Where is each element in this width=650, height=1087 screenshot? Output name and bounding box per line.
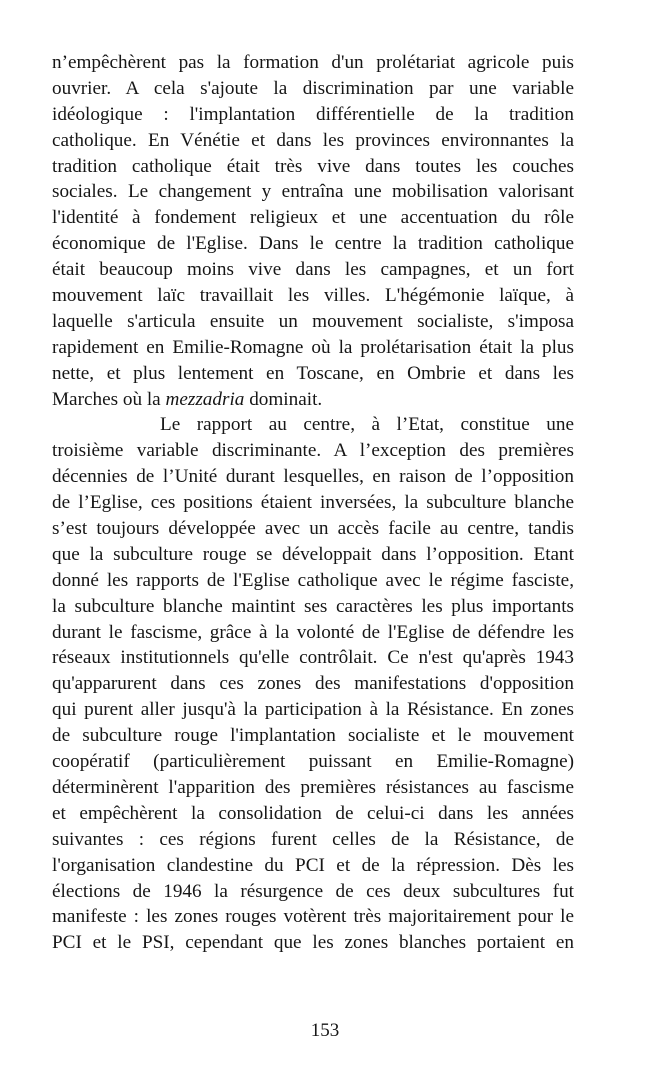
text-line: s’est toujours développée avec un accès facile au centre, tandis — [52, 518, 574, 540]
text-line: et empêchèrent la consolidation de celui-ci dans les années — [52, 802, 574, 824]
page-number: 153 — [310, 1020, 340, 1041]
text-line: n’empêchèrent pas la formation d'un prolétariat agricole puis — [52, 52, 574, 73]
text-line: qu'apparurent dans ces zones des manifestations d'opposition — [52, 673, 574, 695]
text-line: de subculture rouge l'implantation socialiste et le mouvement — [52, 725, 574, 747]
text-line: sociales. Le changement y entraîna une mobilisation valorisant — [52, 181, 574, 203]
text-line: de l’Eglise, ces positions étaient inversées, la subculture blanche — [52, 492, 574, 514]
text-line: que la subculture rouge se développait dans l’opposition. Etant — [52, 543, 574, 565]
text-line: laquelle s'articula ensuite un mouvement socialiste, s'imposa — [52, 310, 574, 332]
paragraph-first-line: Le rapport au centre, à l’Etat, constitue une — [160, 414, 574, 436]
text-line: rapidement en Emilie-Romagne où la prolétarisation était la plus — [52, 336, 574, 358]
text-line: mouvement laïc travaillait les villes. L'hégémonie laïque, à — [52, 285, 574, 307]
text-segment: Marches où la — [52, 388, 166, 410]
text-line: l'organisation clandestine du PCI et de la répression. Dès les — [52, 854, 574, 876]
text-line: était beaucoup moins vive dans les campagnes, et un fort — [52, 259, 574, 281]
italic-term: mezzadria — [165, 388, 245, 410]
text-line: réseaux institutionnels qu'elle contrôlait. Ce n'est qu'après 1943 — [52, 647, 574, 669]
body-text — [52, 50, 574, 956]
text-line: coopératif (particulièrement puissant en Emilie-Romagne) — [52, 751, 574, 773]
text-line: tradition catholique était très vive dans toutes les couches — [52, 155, 574, 177]
text-line: déterminèrent l'apparition des premières résistances au fascisme — [52, 776, 574, 798]
text-line: manifeste : les zones rouges votèrent très majoritairement pour le — [52, 906, 574, 928]
text-line: idéologique : l'implantation différentielle de la tradition — [52, 103, 574, 125]
text-line: durant le fascisme, grâce à la volonté de l'Eglise de défendre les — [52, 621, 574, 643]
text-line: la subculture blanche maintint ses caractères les plus importants — [52, 595, 574, 617]
text-line: qui purent aller jusqu'à la participation à la Résistance. En zones — [52, 699, 574, 721]
text-line: nette, et plus lentement en Toscane, en Ombrie et dans les — [52, 362, 574, 384]
text-segment: dominait. — [244, 388, 323, 410]
text-line: donné les rapports de l'Eglise catholique avec le régime fasciste, — [52, 569, 574, 591]
text-line: décennies de l’Unité durant lesquelles, en raison de l’opposition — [52, 466, 574, 488]
text-line: économique de l'Eglise. Dans le centre la tradition catholique — [52, 233, 574, 255]
text-line: l'identité à fondement religieux et une accentuation du rôle — [52, 207, 574, 229]
text-line: troisième variable discriminante. A l’exception des premières — [52, 440, 574, 462]
text-line: PCI et le PSI, cependant que les zones blanches portaient en — [52, 932, 574, 954]
text-line-paragraph-end — [52, 387, 574, 413]
text-line: suivantes : ces régions furent celles de la Résistance, de — [52, 828, 574, 850]
text-line: élections de 1946 la résurgence de ces deux subcultures fut — [52, 880, 574, 902]
text-line: ouvrier. A cela s'ajoute la discrimination par une variable — [52, 77, 574, 99]
text-line: catholique. En Vénétie et dans les provinces environnantes la — [52, 129, 574, 151]
